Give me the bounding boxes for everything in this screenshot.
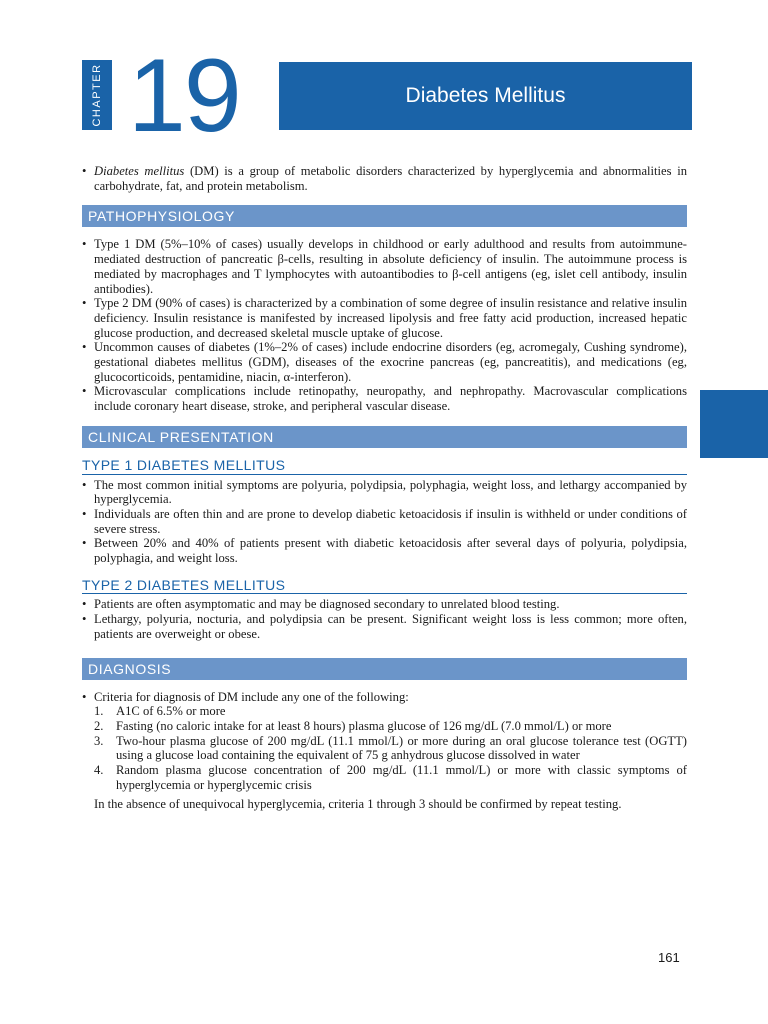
chapter-label-box (82, 60, 112, 130)
list-item: • Between 20% and 40% of patients present with diabetic ketoacidosis after several days of polyuria, polydipsia, polyphagia, and weight loss. (82, 536, 687, 565)
section-heading-pathophysiology: PATHOPHYSIOLOGY (82, 205, 687, 227)
criteria-number: 4. (94, 763, 104, 778)
criteria-number: 3. (94, 733, 104, 748)
diagnosis-list (82, 690, 687, 705)
criteria-item (94, 734, 687, 763)
intro-list (82, 164, 687, 193)
chapter-title: Diabetes Mellitus (279, 62, 692, 130)
type2-list (82, 597, 687, 641)
chapter-label: CHAPTER (91, 63, 103, 127)
list-item: • Type 1 DM (5%–10% of cases) usually develops in childhood or early adulthood and results from autoimmune-mediated destruction of pancreatic β-cells, resulting in absolute deficiency of insulin. The autoimmune process is mediated by macrophages and T lymphocytes with autoantibodies to β-cell antigens (eg, islet cell antibody, insulin antibodies). (82, 237, 687, 296)
criteria-text: Two-hour plasma glucose of 200 mg/dL (11.1 mmol/L) or more during an oral glucose tolerance test (OGTT) using a glucose load containing the equivalent of 75 g anhydrous glucose dissolved in water (116, 733, 687, 763)
list-item: • Lethargy, polyuria, nocturia, and polydipsia can be present. Significant weight loss is less common; more often, patients are overweight or obese. (82, 612, 687, 641)
subheading-type1: TYPE 1 DIABETES MELLITUS (82, 458, 687, 475)
page-content (82, 164, 687, 811)
intro-text: (DM) is a group of metabolic disorders characterized by hyperglycemia and abnormalities in carbohydrate, fat, and protein metabolism. (94, 164, 687, 193)
criteria-text: Random plasma glucose concentration of 200 mg/dL (11.1 mmol/L) or more with classic symptoms of hyperglycemia or hyperglycemic crisis (116, 763, 687, 792)
list-item: • The most common initial symptoms are polyuria, polydipsia, polyphagia, weight loss, and lethargy accompanied by hyperglycemia. (82, 478, 687, 507)
page-number: 161 (658, 950, 680, 965)
list-item: • Microvascular complications include retinopathy, neuropathy, and nephropathy. Macrovascular complications include coronary heart disease, stroke, and peripheral vascular disease. (82, 384, 687, 413)
subheading-type2: TYPE 2 DIABETES MELLITUS (82, 578, 687, 595)
diagnosis-criteria (82, 704, 687, 792)
criteria-item (94, 719, 687, 734)
type1-list (82, 478, 687, 566)
criteria-item (94, 763, 687, 792)
intro-term: Diabetes mellitus (94, 164, 185, 178)
list-item: • Individuals are often thin and are prone to develop diabetic ketoacidosis if insulin is withheld or under conditions of severe stress. (82, 507, 687, 536)
diagnosis-intro: • Criteria for diagnosis of DM include any one of the following: (82, 690, 687, 705)
criteria-number: 1. (94, 704, 104, 719)
criteria-text: Fasting (no caloric intake for at least 8 hours) plasma glucose of 126 mg/dL (7.0 mmol/L) or more (116, 718, 612, 733)
list-item: • Type 2 DM (90% of cases) is characterized by a combination of some degree of insulin resistance and relative insulin deficiency. Insulin resistance is manifested by increased lipolysis and free fatty acid production, increased hepatic glucose production, and decreased skeletal muscle uptake of glucose. (82, 296, 687, 340)
intro-item (82, 164, 687, 193)
section-heading-clinical-presentation: CLINICAL PRESENTATION (82, 426, 687, 448)
criteria-item (94, 704, 687, 719)
side-thumb-tab (700, 390, 768, 458)
criteria-number: 2. (94, 718, 104, 733)
criteria-text: A1C of 6.5% or more (116, 704, 226, 719)
list-item: • Patients are often asymptomatic and may be diagnosed secondary to unrelated blood testing. (82, 597, 687, 612)
diagnosis-note: In the absence of unequivocal hyperglycemia, criteria 1 through 3 should be confirmed by repeat testing. (94, 796, 622, 811)
chapter-number: 19 (128, 38, 240, 154)
section-heading-diagnosis: DIAGNOSIS (82, 658, 687, 680)
list-item: • Uncommon causes of diabetes (1%–2% of cases) include endocrine disorders (eg, acromegaly, Cushing syndrome), gestational diabetes mellitus (GDM), diseases of the exocrine pancreas (eg, pancreatitis), and medications (eg, glucocorticoids, pentamidine, niacin, α-interferon). (82, 340, 687, 384)
pathophysiology-list (82, 237, 687, 413)
